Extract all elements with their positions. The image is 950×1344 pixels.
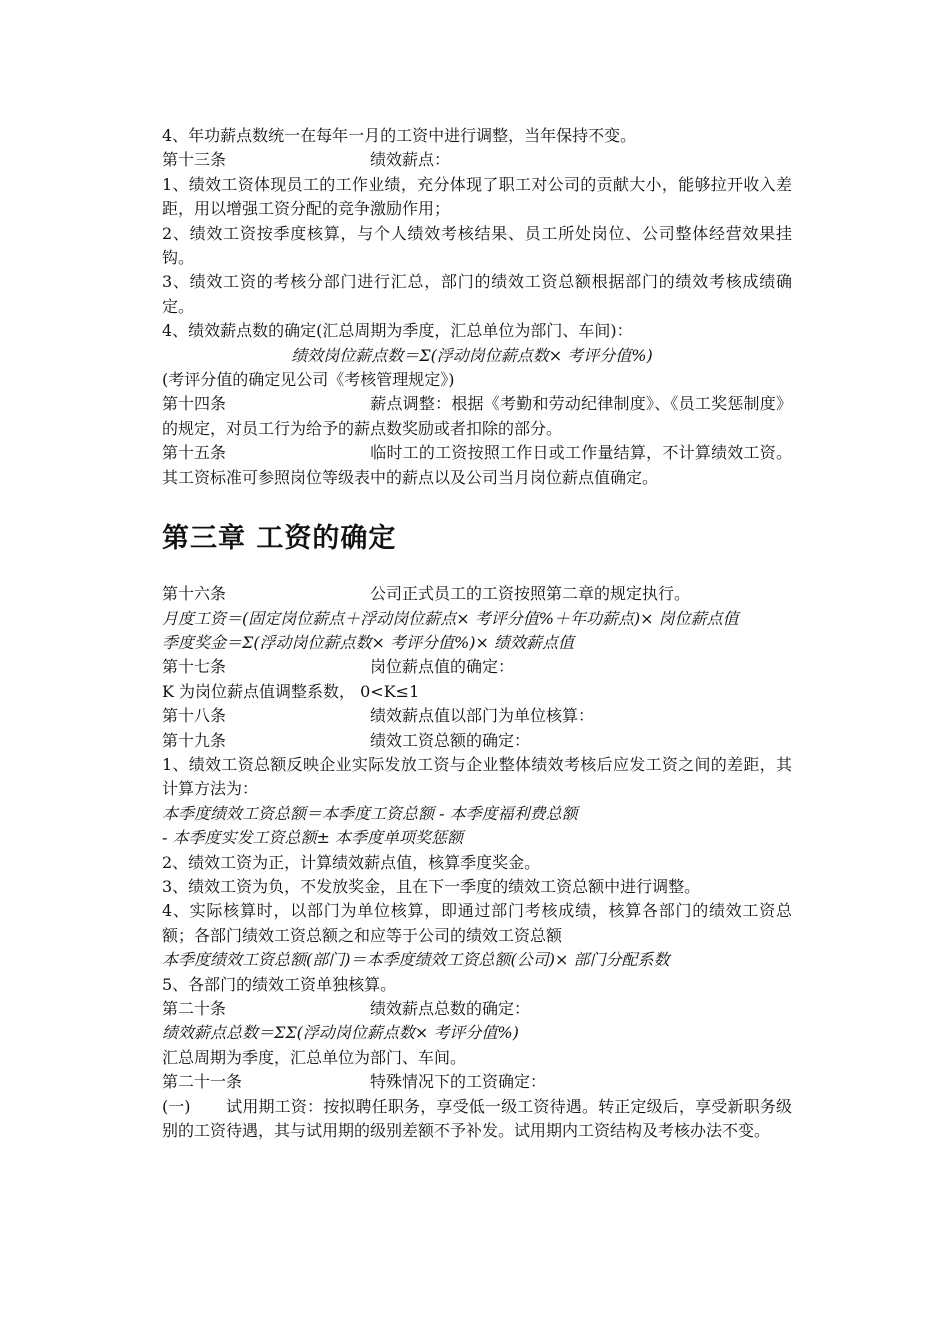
article-label: 第十六条 — [162, 584, 227, 604]
paragraph-annual-points: 4、年功薪点数统一在每年一月的工资中进行调整，当年保持不变。 — [162, 126, 637, 145]
article-21 — [162, 1070, 792, 1094]
article-label: 第十八条 — [162, 706, 227, 726]
article-text: 绩效薪点： — [370, 150, 451, 170]
article-label: 第十三条 — [162, 150, 227, 170]
list-item: 3、绩效工资的考核分部门进行汇总，部门的绩效工资总额根据部门的绩效考核成绩确定。 — [162, 272, 792, 316]
list-item: 1、绩效工资体现员工的工作业绩，充分体现了职工对公司的贡献大小，能够拉开收入差距，用以增强工资分配的竞争激励作用； — [162, 174, 792, 219]
formula-monthly-wage: 月度工资＝(固定岗位薪点＋浮动岗位薪点× 考评分值%＋年功薪点)× 岗位薪点值 — [162, 608, 739, 628]
article-text: 绩效薪点值以部门为单位核算： — [370, 706, 595, 726]
article-label: 第二十条 — [162, 999, 227, 1018]
article-14 — [162, 392, 792, 441]
article-text: 薪点调整：根据《考勤和劳动纪律制度》、《员工奖惩制度》的规定，对员工行为给予的薪点数奖励或者扣除的部分。 — [162, 394, 792, 438]
article-20 — [162, 997, 792, 1021]
list-item: 1、绩效工资总额反映企业实际发放工资与企业整体绩效考核后应发工资之间的差距，其计算方法为： — [162, 754, 792, 799]
list-item: 4、实际核算时，以部门为单位核算，即通过部门考核成绩，核算各部门的绩效工资总额；各部门绩效工资总额之和应等于公司的绩效工资总额 — [162, 901, 792, 945]
article-19 — [162, 729, 792, 753]
article-label: 第十四条 — [162, 394, 227, 414]
article-text: 绩效薪点总数的确定： — [370, 999, 531, 1018]
article-label: 第十五条 — [162, 443, 227, 463]
article-17 — [162, 655, 792, 679]
formula-performance-points: 绩效岗位薪点数＝Σ(浮动岗位薪点数× 考评分值%) — [291, 345, 653, 365]
k-coefficient-line: K 为岗位薪点值调整系数， 0<K≤1 — [162, 681, 420, 701]
list-item: 5、各部门的绩效工资单独核算。 — [162, 974, 397, 994]
list-item: 2、绩效工资按季度核算，与个人绩效考核结果、员工所处岗位、公司整体经营效果挂钩。 — [162, 223, 792, 268]
article-text: 临时工的工资按照工作日或工作量结算，不计算绩效工资。其工资标准可参照岗位等级表中的薪点以及公司当月岗位薪点值确定。 — [162, 443, 792, 487]
article-16 — [162, 582, 792, 606]
item-text: 试用期工资：按拟聘任职务，享受低一级工资待遇。转正定级后，享受新职务级别的工资待遇，其与试用期的级别差额不予补发。试用期内工资结构及考核办法不变。 — [162, 1096, 792, 1141]
formula-points-total: 绩效薪点总数＝ΣΣ(浮动岗位薪点数× 考评分值%) — [162, 1023, 519, 1043]
chapter-title: 第三章 工资的确定 — [162, 523, 397, 555]
article-18 — [162, 704, 792, 728]
item-label: (一) — [162, 1096, 191, 1116]
summary-period-note: 汇总周期为季度，汇总单位为部门、车间。 — [162, 1047, 467, 1067]
article-label: 第十七条 — [162, 657, 227, 677]
article-text: 岗位薪点值的确定： — [370, 657, 515, 677]
document-page — [162, 124, 792, 1143]
article-text: 特殊情况下的工资确定： — [370, 1072, 547, 1092]
formula-total-b: - 本季度实发工资总额± 本季度单项奖惩额 — [162, 828, 463, 848]
list-item: 4、绩效薪点数的确定(汇总周期为季度，汇总单位为部门、车间)： — [162, 321, 633, 341]
article-text: 公司正式员工的工资按照第二章的规定执行。 — [370, 584, 691, 604]
note-assessment: (考评分值的确定见公司《考核管理规定》) — [162, 370, 455, 390]
list-item: 3、绩效工资为负，不发放奖金，且在下一季度的绩效工资总额中进行调整。 — [162, 876, 701, 896]
list-item-probation — [162, 1095, 792, 1144]
article-text: 绩效工资总额的确定： — [370, 730, 531, 750]
formula-quarterly-bonus: 季度奖金＝Σ(浮动岗位薪点数× 考评分值%)× 绩效薪点值 — [162, 632, 574, 652]
article-label: 第二十一条 — [162, 1072, 243, 1092]
formula-total-a: 本季度绩效工资总额＝本季度工资总额 - 本季度福利费总额 — [162, 803, 578, 823]
article-15 — [162, 441, 792, 490]
formula-department: 本季度绩效工资总额(部门)＝本季度绩效工资总额(公司)× 部门分配系数 — [162, 950, 670, 970]
article-label: 第十九条 — [162, 730, 227, 750]
list-item: 2、绩效工资为正，计算绩效薪点值，核算季度奖金。 — [162, 852, 541, 872]
article-13 — [162, 148, 792, 172]
